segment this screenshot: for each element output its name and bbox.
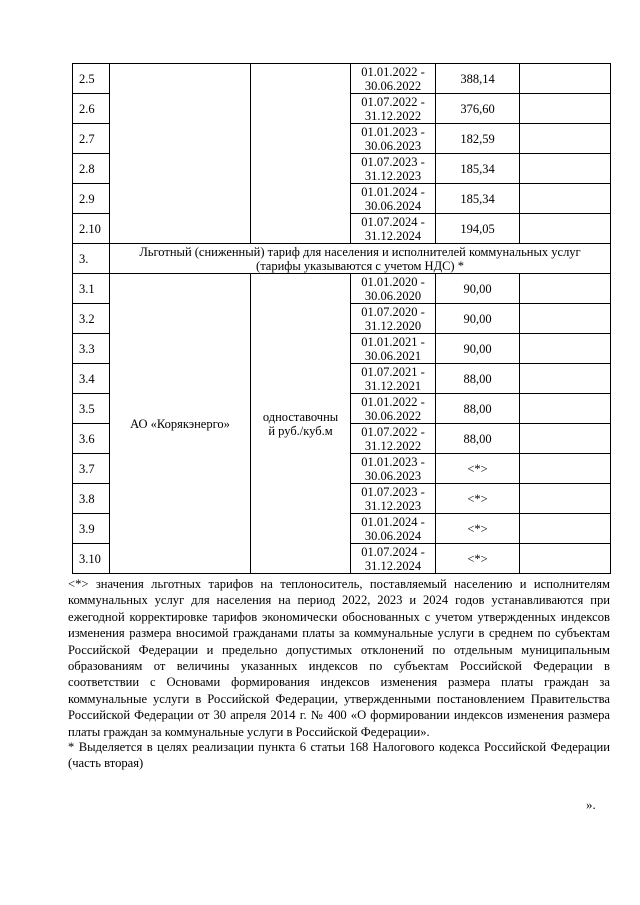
period-start: 01.01.2023 - bbox=[361, 454, 425, 469]
period-end: 30.06.2024 bbox=[364, 198, 422, 213]
period-cell bbox=[351, 184, 436, 214]
row-number: 3.4 bbox=[73, 364, 110, 394]
closing-mark: ». bbox=[586, 797, 596, 812]
period-end: 30.06.2022 bbox=[364, 78, 422, 93]
tariff-value: 88,00 bbox=[436, 364, 520, 394]
period-cell bbox=[351, 514, 436, 544]
period-end: 31.12.2023 bbox=[364, 168, 422, 183]
row-number: 3.5 bbox=[73, 394, 110, 424]
period-end: 31.12.2021 bbox=[364, 378, 422, 393]
tariff-value: <*> bbox=[436, 454, 520, 484]
period-end: 30.06.2024 bbox=[364, 528, 422, 543]
period-cell bbox=[351, 154, 436, 184]
period-start: 01.07.2024 - bbox=[361, 544, 425, 559]
period-cell bbox=[351, 274, 436, 304]
period-start: 01.01.2024 - bbox=[361, 514, 425, 529]
period-start: 01.01.2020 - bbox=[361, 274, 425, 289]
period-end: 30.06.2023 bbox=[364, 468, 422, 483]
period-end: 30.06.2022 bbox=[364, 408, 422, 423]
row-number: 3.9 bbox=[73, 514, 110, 544]
section-title-line: Льготный (сниженный) тариф для населения и исполнителей коммунальных услуг bbox=[139, 244, 581, 259]
tariff-table bbox=[72, 63, 611, 574]
tariff-value: 90,00 bbox=[436, 274, 520, 304]
row-number: 3.1 bbox=[73, 274, 110, 304]
period-start: 01.01.2023 - bbox=[361, 124, 425, 139]
period-cell bbox=[351, 454, 436, 484]
tariff-value: 376,60 bbox=[436, 94, 520, 124]
row-number: 2.8 bbox=[73, 154, 110, 184]
tariff-type-line: й руб./куб.м bbox=[268, 423, 333, 438]
empty-cell bbox=[520, 514, 611, 544]
table-row bbox=[73, 274, 611, 304]
empty-cell bbox=[520, 394, 611, 424]
period-cell bbox=[351, 364, 436, 394]
merged-empty-cell bbox=[110, 64, 251, 244]
period-cell bbox=[351, 394, 436, 424]
tariff-value: 88,00 bbox=[436, 424, 520, 454]
empty-cell bbox=[520, 184, 611, 214]
period-cell bbox=[351, 334, 436, 364]
tariff-type bbox=[251, 274, 351, 574]
tariff-value: 182,59 bbox=[436, 124, 520, 154]
empty-cell bbox=[520, 484, 611, 514]
period-start: 01.01.2024 - bbox=[361, 184, 425, 199]
row-number: 2.6 bbox=[73, 94, 110, 124]
organization-name: АО «Корякэнерго» bbox=[110, 274, 251, 574]
period-cell bbox=[351, 484, 436, 514]
period-cell bbox=[351, 124, 436, 154]
tariff-value: 88,00 bbox=[436, 394, 520, 424]
period-end: 31.12.2022 bbox=[364, 438, 422, 453]
period-start: 01.07.2023 - bbox=[361, 484, 425, 499]
empty-cell bbox=[520, 334, 611, 364]
period-cell bbox=[351, 304, 436, 334]
period-start: 01.07.2020 - bbox=[361, 304, 425, 319]
empty-cell bbox=[520, 214, 611, 244]
footnote-main: <*> значения льготных тарифов на теплоноситель, поставляемый населению и исполнителям коммунальных услуг для населения на период 2022, 2023 и 2024 годов устанавливаются при ежегодной корректировке тарифов экономически обоснованных с учетом утвержденных индексов изменения размера вносимой гражданами платы за коммунальные услуги в среднем по субъектам Российской Федерации и предельно допустимых отклонений по отдельным муниципальным образованиям от величины указанных индексов по субъектам Российской Федерации в соответствии с Основами формирования индексов изменения размера платы граждан за коммунальные услуги в Российской Федерации, утвержденными постановлением Правительства Российской Федерации от 30 апреля 2014 г. № 400 «О формировании индексов изменения размера платы граждан за коммунальные услуги в Российской Федерации». bbox=[68, 577, 610, 739]
period-cell bbox=[351, 64, 436, 94]
period-start: 01.07.2021 - bbox=[361, 364, 425, 379]
period-end: 31.12.2020 bbox=[364, 318, 422, 333]
row-number: 2.9 bbox=[73, 184, 110, 214]
period-end: 30.06.2023 bbox=[364, 138, 422, 153]
empty-cell bbox=[520, 454, 611, 484]
row-number: 2.10 bbox=[73, 214, 110, 244]
empty-cell bbox=[520, 274, 611, 304]
section-title bbox=[110, 244, 611, 274]
period-cell bbox=[351, 94, 436, 124]
period-end: 31.12.2023 bbox=[364, 498, 422, 513]
row-number: 3. bbox=[73, 244, 110, 274]
tariff-type-line: одноставочны bbox=[262, 409, 339, 424]
period-cell bbox=[351, 214, 436, 244]
empty-cell bbox=[520, 364, 611, 394]
period-cell bbox=[351, 544, 436, 574]
empty-cell bbox=[520, 94, 611, 124]
period-start: 01.01.2022 - bbox=[361, 64, 425, 79]
row-number: 3.8 bbox=[73, 484, 110, 514]
period-start: 01.07.2022 - bbox=[361, 424, 425, 439]
row-number: 3.10 bbox=[73, 544, 110, 574]
period-start: 01.07.2024 - bbox=[361, 214, 425, 229]
row-number: 2.7 bbox=[73, 124, 110, 154]
empty-cell bbox=[520, 64, 611, 94]
row-number: 3.2 bbox=[73, 304, 110, 334]
empty-cell bbox=[520, 124, 611, 154]
row-number: 2.5 bbox=[73, 64, 110, 94]
tariff-value: 90,00 bbox=[436, 304, 520, 334]
tariff-value: <*> bbox=[436, 514, 520, 544]
merged-empty-cell bbox=[251, 64, 351, 244]
empty-cell bbox=[520, 544, 611, 574]
footnote-vat: * Выделяется в целях реализации пункта 6 статьи 168 Налогового кодекса Российской Федерации (часть вторая) bbox=[68, 740, 610, 771]
period-start: 01.07.2022 - bbox=[361, 94, 425, 109]
empty-cell bbox=[520, 424, 611, 454]
period-start: 01.01.2021 - bbox=[361, 334, 425, 349]
tariff-value: 194,05 bbox=[436, 214, 520, 244]
row-number: 3.3 bbox=[73, 334, 110, 364]
period-start: 01.01.2022 - bbox=[361, 394, 425, 409]
tariff-value: 185,34 bbox=[436, 184, 520, 214]
empty-cell bbox=[520, 304, 611, 334]
period-cell bbox=[351, 424, 436, 454]
period-end: 31.12.2024 bbox=[364, 228, 422, 243]
section-title-line: (тарифы указываются с учетом НДС) * bbox=[256, 258, 464, 273]
row-number: 3.7 bbox=[73, 454, 110, 484]
tariff-value: 388,14 bbox=[436, 64, 520, 94]
table-row bbox=[73, 64, 611, 94]
section-row bbox=[73, 244, 611, 274]
tariff-value: 185,34 bbox=[436, 154, 520, 184]
period-end: 31.12.2022 bbox=[364, 108, 422, 123]
tariff-value: <*> bbox=[436, 484, 520, 514]
empty-cell bbox=[520, 154, 611, 184]
tariff-value: <*> bbox=[436, 544, 520, 574]
period-end: 30.06.2020 bbox=[364, 288, 422, 303]
tariff-value: 90,00 bbox=[436, 334, 520, 364]
period-end: 31.12.2024 bbox=[364, 558, 422, 573]
period-end: 30.06.2021 bbox=[364, 348, 422, 363]
row-number: 3.6 bbox=[73, 424, 110, 454]
period-start: 01.07.2023 - bbox=[361, 154, 425, 169]
